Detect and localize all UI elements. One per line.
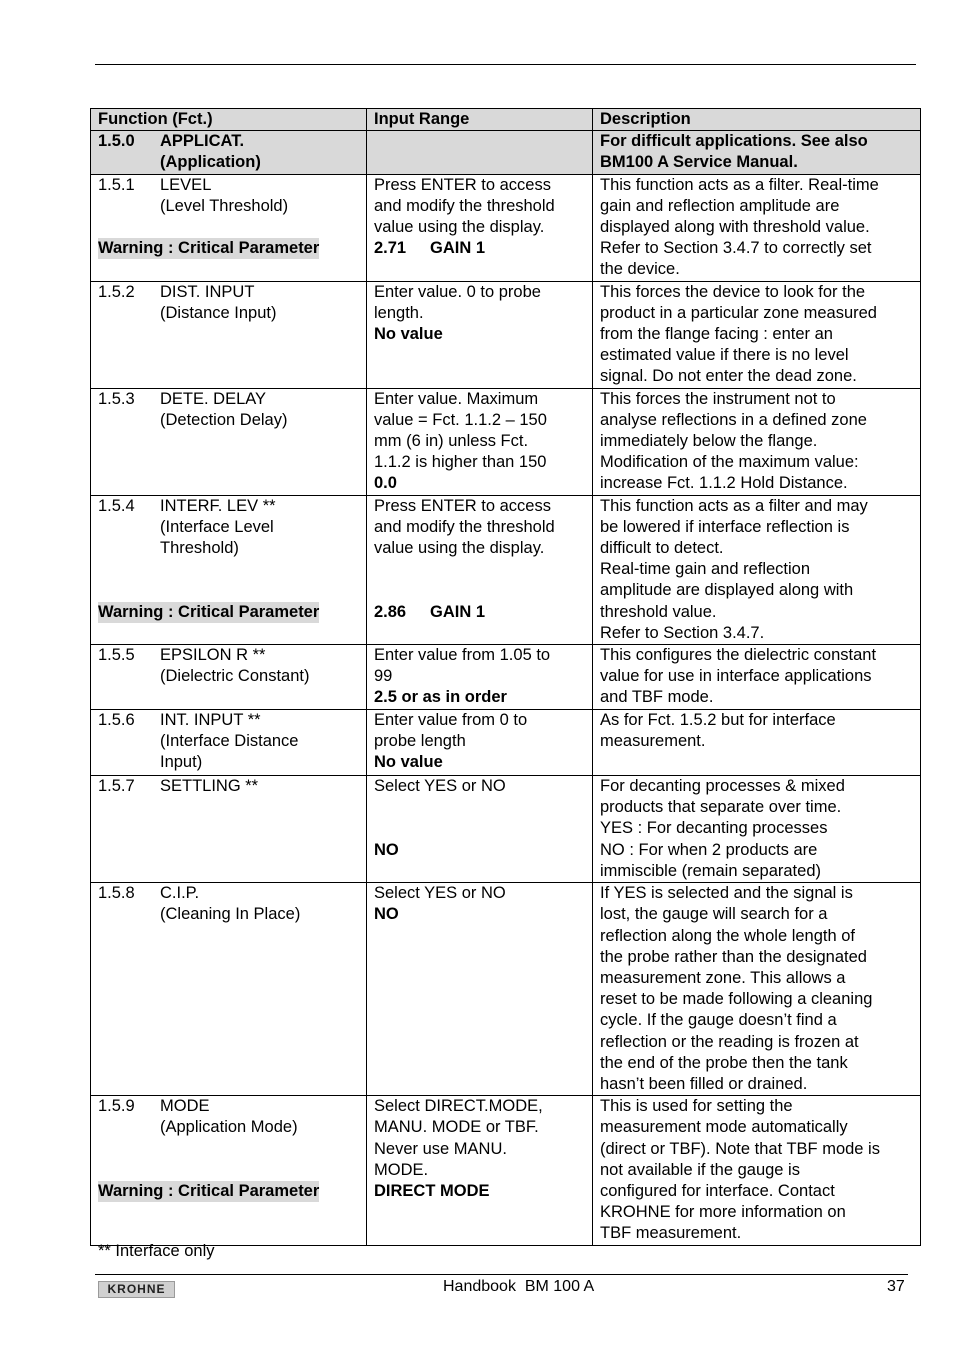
critical-parameter-warning: Warning : Critical Parameter xyxy=(98,1181,319,1202)
description-line: YES : For decanting processes xyxy=(600,819,828,838)
input-range-line: Enter value. Maximum xyxy=(374,389,539,408)
table-row xyxy=(91,1096,921,1245)
function-number: 1.5.5 xyxy=(98,646,135,665)
default-value: NO xyxy=(374,905,399,924)
function-name-line: (Interface Level xyxy=(160,517,274,536)
function-name-line: Threshold) xyxy=(160,539,239,558)
table-header-row xyxy=(91,109,921,131)
description-line: be lowered if interface reflection is xyxy=(600,517,850,536)
spacer xyxy=(98,1139,362,1181)
description-cell xyxy=(593,645,921,710)
default-gain-value: 2.71 xyxy=(374,239,407,258)
table-row xyxy=(91,388,921,495)
krohne-logo xyxy=(98,1281,175,1298)
description-line: the probe rather than the designated xyxy=(600,947,867,966)
description-line: value for use in interface applications xyxy=(600,667,872,686)
description-line: measurement mode automatically xyxy=(600,1118,848,1137)
function-number: 1.5.6 xyxy=(98,711,135,730)
spacer xyxy=(374,797,588,839)
description-line: product in a particular zone measured xyxy=(600,303,877,322)
input-range-line: probe length xyxy=(374,732,466,751)
description-line: This function acts as a filter and may xyxy=(600,496,868,515)
description-line: TBF measurement. xyxy=(600,1224,742,1243)
table-row xyxy=(91,281,921,388)
description-cell xyxy=(593,776,921,883)
description-line: increase Fct. 1.1.2 Hold Distance. xyxy=(600,474,848,493)
page-number: 37 xyxy=(887,1278,905,1295)
description-line: This forces the instrument not to xyxy=(600,389,836,408)
input-range-line: 1.1.2 is higher than 150 xyxy=(374,453,547,472)
spacer xyxy=(98,559,362,601)
function-name-line: (Application Mode) xyxy=(160,1118,298,1137)
default-value: 2.5 or as in order xyxy=(374,688,507,707)
description-line: the end of the probe then the tank xyxy=(600,1053,848,1072)
description-line: difficult to detect. xyxy=(600,539,724,558)
description-cell xyxy=(593,174,921,281)
default-value xyxy=(374,603,485,621)
function-name-line: (Interface Distance xyxy=(160,732,299,751)
input-range-line: value using the display. xyxy=(374,539,545,558)
table-row xyxy=(91,645,921,710)
description-line: NO : For when 2 products are xyxy=(600,840,818,859)
default-value xyxy=(374,239,485,257)
default-value: DIRECT MODE xyxy=(374,1181,490,1200)
default-value: No value xyxy=(374,325,443,344)
function-number: 1.5.1 xyxy=(98,175,135,194)
description-line: immiscible (remain separated) xyxy=(600,861,821,880)
function-cell xyxy=(91,388,367,495)
section-function-cell xyxy=(91,131,367,174)
description-line: For difficult applications. See also xyxy=(600,132,868,151)
description-line: cycle. If the gauge doesn’t find a xyxy=(600,1011,837,1030)
section-description-cell xyxy=(593,131,921,174)
description-line: measurement. xyxy=(600,732,706,751)
function-number: 1.5.8 xyxy=(98,884,135,903)
input-range-line: value using the display. xyxy=(374,218,545,237)
input-range-cell xyxy=(367,710,593,776)
input-range-cell xyxy=(367,883,593,1096)
function-cell xyxy=(91,281,367,388)
default-gain-label: GAIN 1 xyxy=(430,239,486,258)
function-name-line: (Level Threshold) xyxy=(160,196,289,215)
function-table xyxy=(90,108,921,1246)
input-range-cell xyxy=(367,495,593,644)
table-row xyxy=(91,883,921,1096)
function-name-line: INTERF. LEV ** xyxy=(160,496,276,515)
description-line: products that separate over time. xyxy=(600,798,842,817)
description-line: lost, the gauge will search for a xyxy=(600,905,828,924)
header-function: Function (Fct.) xyxy=(91,109,367,131)
function-name-line: (Detection Delay) xyxy=(160,410,288,429)
default-value: NO xyxy=(374,840,399,859)
description-cell xyxy=(593,883,921,1096)
function-name-line: (Dielectric Constant) xyxy=(160,667,310,686)
header-input-range: Input Range xyxy=(367,109,593,131)
description-line: Modification of the maximum value: xyxy=(600,453,859,472)
description-line: immediately below the flange. xyxy=(600,432,818,451)
function-number: 1.5.9 xyxy=(98,1097,135,1116)
critical-parameter-warning: Warning : Critical Parameter xyxy=(98,238,319,259)
description-line: This is used for setting the xyxy=(600,1097,793,1116)
description-line: reflection along the whole length of xyxy=(600,926,856,945)
spacer xyxy=(98,217,362,238)
description-line: amplitude are displayed along with xyxy=(600,581,854,600)
default-gain-label: GAIN 1 xyxy=(430,602,486,621)
description-line: (direct or TBF). Note that TBF mode is xyxy=(600,1139,880,1158)
input-range-line: length. xyxy=(374,303,424,322)
input-range-cell xyxy=(367,174,593,281)
input-range-line: Select YES or NO xyxy=(374,777,506,796)
critical-parameter-warning: Warning : Critical Parameter xyxy=(98,602,319,623)
section-row-1-5-0 xyxy=(91,131,921,174)
table-row xyxy=(91,776,921,883)
input-range-line: mm (6 in) unless Fct. xyxy=(374,432,529,451)
description-line: As for Fct. 1.5.2 but for interface xyxy=(600,711,836,730)
description-line: hasn’t been filled or drained. xyxy=(600,1074,808,1093)
footer-rule xyxy=(95,1274,908,1275)
description-line: BM100 A Service Manual. xyxy=(600,153,798,172)
input-range-line: Enter value. 0 to probe xyxy=(374,282,541,301)
input-range-line: and modify the threshold xyxy=(374,517,555,536)
description-line: This configures the dielectric constant xyxy=(600,646,877,665)
input-range-cell xyxy=(367,645,593,710)
function-name-line: INT. INPUT ** xyxy=(160,711,261,730)
function-number: 1.5.0 xyxy=(98,132,135,151)
table-row xyxy=(91,495,921,644)
function-number: 1.5.7 xyxy=(98,777,135,796)
function-cell xyxy=(91,495,367,644)
spacer xyxy=(374,559,588,601)
function-name-line: MODE xyxy=(160,1097,210,1116)
header-description: Description xyxy=(593,109,921,131)
description-line: This function acts as a filter. Real-time xyxy=(600,175,879,194)
default-gain-value: 2.86 xyxy=(374,602,407,621)
description-line: Refer to Section 3.4.7. xyxy=(600,623,765,642)
input-range-cell xyxy=(367,1096,593,1245)
description-line: threshold value. xyxy=(600,602,717,621)
description-line: and TBF mode. xyxy=(600,688,714,707)
input-range-line: 99 xyxy=(374,667,393,686)
description-line: If YES is selected and the signal is xyxy=(600,884,853,903)
function-number: 1.5.4 xyxy=(98,496,135,515)
input-range-line: Press ENTER to access xyxy=(374,175,551,194)
description-line: configured for interface. Contact xyxy=(600,1181,835,1200)
description-cell xyxy=(593,1096,921,1245)
description-line: the device. xyxy=(600,260,680,279)
description-line: reset to be made following a cleaning xyxy=(600,990,873,1009)
description-line: estimated value if there is no level xyxy=(600,346,849,365)
function-number: 1.5.3 xyxy=(98,389,135,408)
description-line: from the flange facing : enter an xyxy=(600,325,833,344)
function-number: 1.5.2 xyxy=(98,282,135,301)
function-cell xyxy=(91,883,367,1096)
function-name-line: DIST. INPUT xyxy=(160,282,255,301)
function-name: APPLICAT. xyxy=(160,132,245,151)
description-line: This forces the device to look for the xyxy=(600,282,866,301)
input-range-line: MANU. MODE or TBF. xyxy=(374,1118,539,1137)
input-range-line: MODE. xyxy=(374,1160,429,1179)
input-range-line: and modify the threshold xyxy=(374,196,555,215)
input-range-line: Enter value from 0 to xyxy=(374,711,528,730)
footer-title: Handbook BM 100 A xyxy=(443,1278,595,1295)
input-range-line: Never use MANU. xyxy=(374,1139,507,1158)
header-rule xyxy=(95,64,916,65)
function-name-line: SETTLING ** xyxy=(160,777,259,796)
function-name-line: LEVEL xyxy=(160,175,212,194)
description-line: reflection or the reading is frozen at xyxy=(600,1032,859,1051)
table-row xyxy=(91,174,921,281)
description-cell xyxy=(593,388,921,495)
description-line: For decanting processes & mixed xyxy=(600,777,845,796)
function-cell xyxy=(91,710,367,776)
description-line: Real-time gain and reflection xyxy=(600,560,811,579)
input-range-cell xyxy=(367,388,593,495)
default-value: 0.0 xyxy=(374,474,397,493)
description-line: KROHNE for more information on xyxy=(600,1203,846,1222)
input-range-line: Select DIRECT.MODE, xyxy=(374,1097,543,1116)
function-name-line: (Cleaning In Place) xyxy=(160,905,301,924)
function-name-line: EPSILON R ** xyxy=(160,646,266,665)
description-line: measurement zone. This allows a xyxy=(600,968,846,987)
function-name-line: (Distance Input) xyxy=(160,303,277,322)
description-cell xyxy=(593,281,921,388)
footnote: ** Interface only xyxy=(98,1242,215,1260)
function-name-line: C.I.P. xyxy=(160,884,200,903)
function-name-line: Input) xyxy=(160,753,203,772)
input-range-line: value = Fct. 1.1.2 – 150 xyxy=(374,410,547,429)
description-cell xyxy=(593,710,921,776)
function-name-line: DETE. DELAY xyxy=(160,389,267,408)
default-value: No value xyxy=(374,753,443,772)
function-cell xyxy=(91,174,367,281)
description-line: displayed along with threshold value. xyxy=(600,218,870,237)
input-range-line: Enter value from 1.05 to xyxy=(374,646,551,665)
input-range-line: Select YES or NO xyxy=(374,884,506,903)
function-cell xyxy=(91,776,367,883)
description-line: analyse reflections in a defined zone xyxy=(600,410,867,429)
input-range-cell xyxy=(367,281,593,388)
table-row xyxy=(91,710,921,776)
description-line: Refer to Section 3.4.7 to correctly set xyxy=(600,239,872,258)
description-line: not available if the gauge is xyxy=(600,1160,800,1179)
function-cell xyxy=(91,1096,367,1245)
logo-text: KROHNE xyxy=(107,1281,166,1296)
section-input-cell xyxy=(367,131,593,174)
input-range-line: Press ENTER to access xyxy=(374,496,551,515)
description-line: gain and reflection amplitude are xyxy=(600,196,840,215)
input-range-cell xyxy=(367,776,593,883)
description-line: signal. Do not enter the dead zone. xyxy=(600,367,857,386)
description-cell xyxy=(593,495,921,644)
function-cell xyxy=(91,645,367,710)
function-subname: (Application) xyxy=(160,153,261,172)
